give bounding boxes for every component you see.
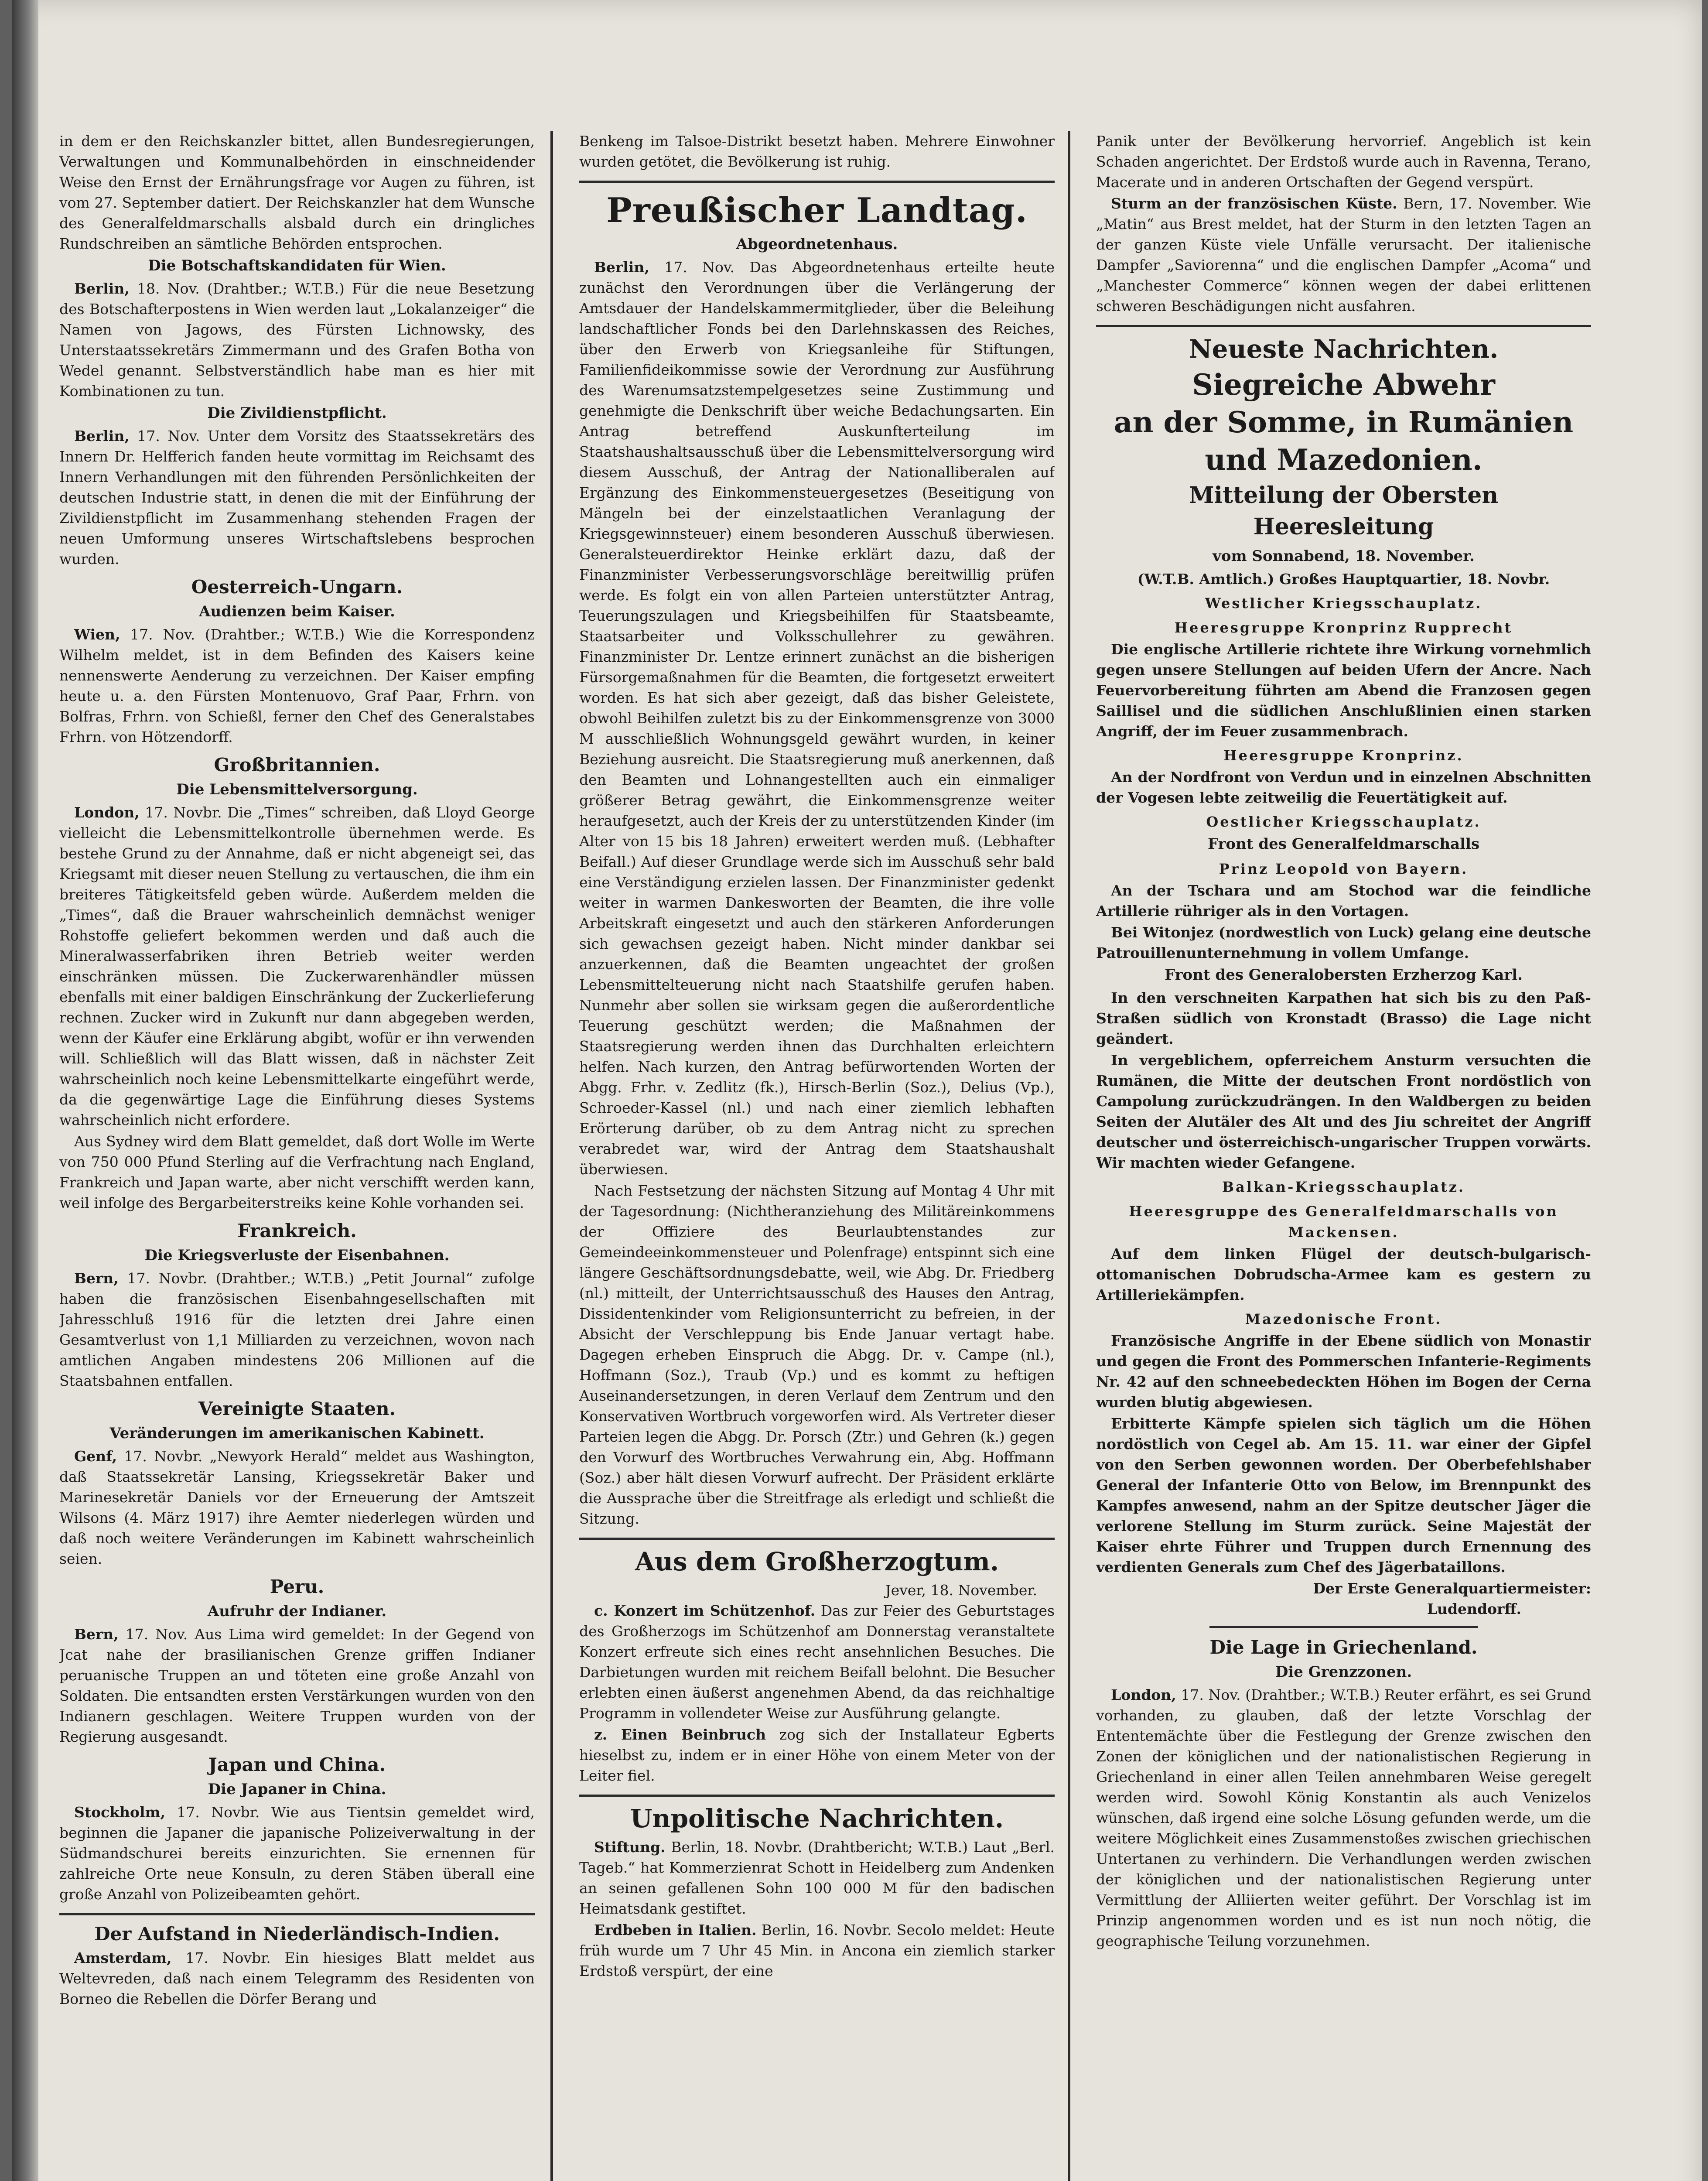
- ind-article: [59, 1948, 535, 2009]
- gh-item-1: [579, 1600, 1055, 1723]
- landtag-lead: Berlin,: [594, 259, 649, 276]
- fr-text: 17. Novbr. (Drahtber.; W.T.B.) „Petit Journal“ zufolge haben die französischen Eisenbahngesellschaften mit Jahresschluß 1916 für die letzten drei Jahre einen Gesamtverlust von 1,1 Milliarden zu verzeichnen, wovon nach amtlichen Angaben mindestens 206 Millionen auf die Staatsbahnen entfallen.: [59, 1270, 535, 1389]
- japan-text: 17. Novbr. Wie aus Tientsin gemeldet wird, beginnen die Japaner die japanische Polizeiverwaltung in der Südmandschurei bereits einzurichten. Sie ernennen für zahlreiche Orte neue Konsuln, zu deren Stäben überall eine große Anzahl von Polizeibeamten gehört.: [59, 1804, 535, 1903]
- sieg-line-1: Siegreiche Abwehr: [1192, 368, 1495, 402]
- maz-text-1: Französische Angriffe in der Ebene südlich von Monastir und gegen die Front des Pommerschen Infanterie-Regiments Nr. 42 auf den schneebedeckten Höhen im Bogen der Cerna wurden blutig abgewiesen.: [1096, 1332, 1591, 1411]
- griech-heading: Die Lage in Griechenland.: [1209, 1637, 1478, 1658]
- zivil-heading: Die Zivildienstpflicht.: [207, 404, 387, 422]
- neueste-heading: Neueste Nachrichten.: [1189, 334, 1499, 364]
- balkan-subheading: Heeresgruppe des Generalfeldmarschalls von Mackensen.: [1129, 1203, 1558, 1241]
- gh-item-2-text: zog sich der Installateur Egberts hieselbst zu, indem er in einer Höhe von einem Meter von der Leiter fiel.: [579, 1726, 1055, 1784]
- maz-text-2: Erbitterte Kämpfe spielen sich täglich um die Höhen nordöstlich von Cegel ab. Am 15. 11. war einer der Gipfel von den Serben gewonnen worden. Der Oberbefehlshaber General der Infanterie Otto von Below, im Brennpunkt des Kampfes anwesend, nahm an der Spitze deutscher Jäger die verlorene Stellung im Sturm zurück. Seine Majestät der Kaiser ehrte Führer und Truppen durch Ernennung des verdienten Generals zum Chef des Jägerbataillons.: [1096, 1415, 1591, 1576]
- fr-article: [59, 1268, 535, 1391]
- japan-lead: Stockholm,: [74, 1804, 165, 1821]
- peru-article: [59, 1624, 535, 1747]
- fr-lead: Bern,: [74, 1270, 119, 1287]
- vom-line: vom Sonnabend, 18. November.: [1213, 547, 1475, 565]
- landtag-article: [579, 257, 1055, 1179]
- ind-text: 17. Novbr. Ein hiesiges Blatt meldet aus Weltevreden, daß nach einem Telegramm des Residenten von Borneo die Rebellen die Dörfer Berang und: [59, 1949, 535, 2007]
- column-2: [579, 131, 1055, 2181]
- col2-divider-top: [579, 181, 1055, 183]
- landtag-heading: Preußischer Landtag.: [606, 191, 1028, 230]
- unpol-item-1: [579, 1837, 1055, 1919]
- zivil-text: 17. Nov. Unter dem Vorsitz des Staatssekretärs des Innern Dr. Helfferich fanden heute vormittag im Reichsamt des Innern Verhandlungen mit den führenden Persönlichkeiten der deutschen Industrie statt, in denen die mit der Einführung der Zivildienstpflicht im Zusammenhang stehenden Fragen der neuen Umformung unseres Wirtschaftslebens besprochen wurden.: [59, 427, 535, 567]
- col3-continuation: Panik unter der Bevölkerung hervorrief. Angeblich ist kein Schaden angerichtet. Der Erdstoß wurde auch in Ravenna, Terano, Macerate und in anderen Ortschaften der Gegend verspürt.: [1096, 133, 1591, 191]
- sturm-text: Bern, 17. November. Wie „Matin“ aus Brest meldet, hat der Sturm in den letzten Tagen an der ganzen Küste viele Unfälle verursacht. Der italienische Dampfer „Saviorenna“ und die englischen Dampfer „Acoma“ und „Manchester Commerce“ können wegen der dabei erlittenen schweren Beschädigungen nicht ausfahren.: [1096, 195, 1591, 315]
- oest-heading: Oesterreich-Ungarn.: [191, 576, 403, 598]
- us-text: 17. Novbr. „Newyork Herald“ meldet aus Washington, daß Staatssekretär Lansing, Kriegssekretär Baker und Marinesekretär Daniels vor der Erneuerung der Amtszeit Wilsons (4. März 1917) ihre Aemter niederlegen würden und daß noch weitere Veränderungen im Kabinett wahrscheinlich seien.: [59, 1448, 535, 1567]
- oest-subheading: Audienzen beim Kaiser.: [199, 603, 395, 620]
- japan-heading: Japan und China.: [208, 1754, 386, 1775]
- gb-text: 17. Novbr. Die „Times“ schreiben, daß Lloyd George vielleicht die Lebensmittelkontrolle übernehmen werde. Es bestehe Grund zu der Annahme, daß er nicht abgeneigt sei, das Kriegsamt mit dieser neuen Stellung zu vertauschen, die ihm ein breiteres Tätigkeitsfeld geben würde. Außerdem melden die „Times“, daß die Brauer wahrscheinlich demnächst weniger Rohstoffe geliefert bekommen werden und daß auch die Mineralwasserfabriken ihren Betrieb weiter werden einschränken müssen. Die Zuckerwarenhändler müssen ebenfalls mit einer baldigen Einschränkung der Zuckerlieferung rechnen. Zucker wird in Zukunft nur dann abgegeben werden, wenn der Käufer eine Erklärung abgibt, wofür er ihn verwenden will. Schließlich will das Blatt wissen, daß in nächster Zeit wahrscheinlich noch keine Lebensmittelkarte eingeführt werde, da die gegenwärtige Lage die Einführung dieses Systems wahrscheinlich nicht erfordere.: [59, 804, 535, 1128]
- column-rule-1: [550, 131, 553, 2181]
- unpol-item-2-lead: Erdbeben in Italien.: [594, 1921, 757, 1938]
- maz-heading: Mazedonische Front.: [1245, 1311, 1442, 1327]
- ind-heading: Der Aufstand in Niederländisch-Indien.: [94, 1923, 500, 1945]
- sieg-line-3: und Mazedonien.: [1205, 443, 1483, 477]
- col2-continuation: Benkeng im Talsoe-Distrikt besetzt haben. Mehrere Einwohner wurden getötet, die Bevölkerung ist ruhig.: [579, 133, 1055, 170]
- botschaft-lead: Berlin,: [74, 280, 130, 297]
- griech-lead: London,: [1111, 1686, 1176, 1703]
- gb-article-2: Aus Sydney wird dem Blatt gemeldet, daß dort Wolle im Werte von 750 000 Pfund Sterling auf die Verfrachtung nach England, Frankreich und Japan warte, aber nicht verschifft werden kann, weil infolge des Bergarbeiterstreiks keine Kohle vorhanden sei.: [59, 1133, 535, 1211]
- peru-subheading: Aufruhr der Indianer.: [207, 1603, 387, 1620]
- japan-article: [59, 1802, 535, 1904]
- column-1: [59, 131, 535, 2181]
- gh-item-1-lead: c. Konzert im Schützenhof.: [594, 1602, 816, 1619]
- col3-short-rule: [1209, 1626, 1478, 1628]
- us-lead: Genf,: [74, 1448, 117, 1465]
- gb-lead: London,: [74, 804, 140, 821]
- gh-item-1-text: Das zur Feier des Geburtstages des Großherzogs im Schützenhof am Donnerstag veranstaltete Konzert erfreute sich eines recht ansehnlichen Besuches. Die Darbietungen wurden mit reichem Beifall belohnt. Die Besucher erlebten einen äußerst angenehmen Abend, da das reichhaltige Programm in vollendeter Weise zur Ausführung gelangte.: [579, 1602, 1055, 1722]
- signature-name: Ludendorff.: [1427, 1600, 1521, 1617]
- unpol-item-1-lead: Stiftung.: [594, 1839, 666, 1856]
- unpol-item-2-text: Berlin, 16. Novbr. Secolo meldet: Heute früh wurde um 7 Uhr 45 Min. in Ancona ein ziemlich starker Erdstoß verspürt, der eine: [579, 1921, 1055, 1979]
- oest-article: [59, 624, 535, 747]
- signature-title: Der Erste Generalquartiermeister:: [1313, 1580, 1591, 1597]
- us-subheading: Veränderungen im amerikanischen Kabinett.: [109, 1425, 485, 1442]
- erz-heading: Front des Generalobersten Erzherzog Karl.: [1165, 966, 1523, 984]
- ost-text-1: An der Tschara und am Stochod war die feindliche Artillerie rühriger als in den Vortagen.: [1096, 882, 1591, 920]
- erz-text-1: In den verschneiten Karpathen hat sich bis zu den Paß-Straßen südlich von Kronstadt (Brasso) die Lage nicht geändert.: [1096, 989, 1591, 1047]
- kron-text: An der Nordfront von Verdun und in einzelnen Abschnitten der Vogesen lebte zeitweilig die Feuertätigkeit auf.: [1096, 769, 1591, 806]
- landtag-article-2: Nach Festsetzung der nächsten Sitzung auf Montag 4 Uhr mit der Tagesordnung: (Nichtheranziehung des Militäreinkommens der Offiziere des Beurlaubtenstandes zur Gemeindeeinkommensteuer und Polenfrage) entspinnt sich eine längere Geschäftsordnungsdebatte, weil, wie Abg. Dr. Friedberg (nl.) mitteilt, der Unterrichtsausschuß des Hauses den Antrag, Dissidentenkinder vom Religionsunterricht zu befreien, in der Absicht der Verschleppung bis Ende Januar vertagt habe. Dagegen erheben Einspruch die Abgg. Dr. v. Campe (nl.), Hoffmann (Soz.), Traub (Vp.) und es kommt zu heftigen Auseinandersetzungen, in deren Verlauf dem Zentrum und den Konservativen Wortbruch vorgeworfen wird. Als Vertreter dieser Parteien legen die Abgg. Dr. Porsch (Ztr.) und Gehren (k.) gegen den Vorwurf des Wortbruches Verwahrung ein, Abg. Hoffmann (Soz.) aber hält diesen Vorwurf aufrecht. Der Präsident erklärte die Aussprache über die Streitfrage als erledigt und schließt die Sitzung.: [579, 1182, 1055, 1527]
- page-binding-edge: [12, 0, 38, 2181]
- us-heading: Vereinigte Staaten.: [198, 1398, 396, 1419]
- column-rule-2: [1068, 131, 1070, 2181]
- gb-heading: Großbritannien.: [214, 754, 380, 776]
- fr-heading: Frankreich.: [237, 1220, 357, 1241]
- griech-article: [1096, 1685, 1591, 1951]
- col2-divider-mid: [579, 1538, 1055, 1540]
- landtag-subheading: Abgeordnetenhaus.: [736, 236, 898, 253]
- botschaft-heading: Die Botschaftskandidaten für Wien.: [148, 257, 446, 274]
- col2-divider-low: [579, 1795, 1055, 1797]
- japan-subheading: Die Japaner in China.: [208, 1781, 386, 1798]
- col3-divider-top: [1096, 325, 1591, 327]
- zivil-article: [59, 426, 535, 569]
- mitteilung-heading: Mitteilung der Obersten Heeresleitung: [1189, 482, 1499, 540]
- gb-article: [59, 802, 535, 1130]
- gh-item-2: [579, 1724, 1055, 1786]
- gh-heading: Aus dem Großherzogtum.: [635, 1547, 999, 1576]
- peru-text: 17. Nov. Aus Lima wird gemeldet: In der Gegend von Jcat nahe der brasilianischen Grenze griffen Indianer peruanische Truppen an und töteten eine große Anzahl von Soldaten. Die entsandten ersten Verstärkungen wurden von den Indianern geschlagen. Weitere Truppen wurden von der Regierung ausgesandt.: [59, 1626, 535, 1745]
- sieg-line-2: an der Somme, in Rumänien: [1114, 405, 1574, 439]
- unpol-heading: Unpolitische Nachrichten.: [630, 1804, 1004, 1833]
- unpol-item-2: [579, 1920, 1055, 1981]
- gh-item-2-lead: z. Einen Beinbruch: [594, 1726, 766, 1743]
- us-article: [59, 1446, 535, 1569]
- landtag-text: 17. Nov. Das Abgeordnetenhaus erteilte heute zunächst den Verordnungen über die Verlängerung der Amtsdauer der Handelskammermitglieder, über die Beleihung landschaftlicher Fonds bei den Darlehnskassen des Reiches, über den Erwerb von Kriegsanleihe für Stiftungen, Familienfideikommisse sowie der Verordnung zur Ausführung des Warenumsatzstempelgesetzes seine Zustimmung und genehmigte die Denkschrift über weiche Bedachungsarten. Ein Antrag betreffend Auskunfterteilung im Staatshaushaltsausschuß über die Lebensmittelversorgung wird diesem Ausschuß, der Antrag der Nationalliberalen auf Ergänzung des Einkommensteuergesetzes (Beseitigung von Mängeln bei der einzelstaatlichen Veranlagung der Kriegsgewinnsteuer) einem besonderen Ausschuß überwiesen. Generalsteuerdirektor Heinke erklärt dazu, daß der Finanzminister Verbesserungsvorschläge bereitwillig prüfen werde. Es folgt ein von allen Parteien unterstützter Antrag, Teuerungszulagen und Kriegsbeihilfen für Staatsbeamte, Staatsarbeiter und Volksschullehrer zu gewähren. Finanzminister Dr. Lentze erinnert zunächst an die bisherigen Fürsorgemaßnahmen für die Beamten, die fortgesetzt erweitert worden. Es hat sich aber gezeigt, daß das bisher Geleistete, obwohl Beihilfen zuletzt bis zu der Einkommensgrenze von 3000 M ausschließlich Wohnungsgeld gewährt wurden, in keiner Beziehung ausreicht. Die Staatsregierung muß anerkennen, daß den Beamten und Lohnangestellten auch ein einmaliger größerer Betrag gewährt, die Einkommensgrenze weiter heraufgesetzt, auch der Kreis der zu unterstützenden Kinder (im Alter von 15 bis 18 Jahren) erweitert werden muß. (Lebhafter Beifall.) Auf dieser Grundlage werde sich im Ausschuß sehr bald eine Verständigung erzielen lassen. Der Finanzminister gedenkt weiter in warmen Dankesworten der Beamten, die ihre volle Arbeitskraft eingesetzt und auch den stärkeren Anforderungen sich gewachsen gezeigt haben. Nicht minder dankbar sei anzuerkennen, daß die Beamten ungeachtet der großen Lebensmittelteuerung nicht nach Staatshilfe gerufen haben. Nunmehr aber sollen sie wirksam gegen die außerordentliche Teuerung geschützt werden; die Maßnahmen der Staatsregierung werden ihnen das Durchhalten erleichtern helfen. Nach kurzen, den Antrag befürwortenden Worten der Abgg. Frhr. v. Zedlitz (fk.), Hirsch-Berlin (Soz.), Delius (Vp.), Schroeder-Kassel (nl.) und nach einer ziemlich lebhaften Erörterung darüber, ob zu dem Antrag nicht zu sprechen verabredet war, wird der Antrag dem Staatshaushalt überwiesen.: [579, 259, 1055, 1178]
- griech-text: 17. Nov. (Drahtber.; W.T.B.) Reuter erfährt, es sei Grund vorhanden, zu glauben, daß der letzte Vorschlag der Ententemächte über die Festlegung der Grenze zwischen den Zonen der königlichen und der nationalistischen Regierung in Griechenland in einer allen Teilen annehmbaren Weise geregelt werden wird. Sowohl König Konstantin als auch Venizelos wünschen, daß irgend eine solche Lösung gefunden werde, um die weitere Möglichkeit eines Zusammenstoßes zwischen griechischen Untertanen zu verhindern. Die Verhandlungen werden zwischen der königlichen und der nationalistischen Regierung unter Vermittlung der Alliierten weiter geführt. Der Vorschlag ist im Prinzip angenommen worden und es ist nun noch nötig, die geographische Teilung vorzunehmen.: [1096, 1686, 1591, 1949]
- sturm-article: [1096, 193, 1591, 316]
- col1-divider: [59, 1913, 535, 1915]
- newspaper-page: [12, 0, 1702, 2181]
- oest-lead: Wien,: [74, 626, 120, 643]
- west-subheading: Heeresgruppe Kronprinz Rupprecht: [1174, 619, 1513, 636]
- zivil-lead: Berlin,: [74, 427, 130, 444]
- unpol-item-1-text: Berlin, 18. Novbr. (Drahtbericht; W.T.B.) Laut „Berl. Tageb.“ hat Kommerzienrat Schott in Heidelberg zum Andenken an seinen gefallenen Sohn 100 000 M für den badischen Heimatsdank gestiftet.: [579, 1839, 1055, 1917]
- peru-lead: Bern,: [74, 1626, 119, 1643]
- sturm-lead: Sturm an der französischen Küste.: [1111, 195, 1397, 212]
- west-heading: Westlicher Kriegsschauplatz.: [1205, 595, 1483, 612]
- column-3: [1096, 131, 1591, 2181]
- erz-text-2: In vergeblichem, opferreichem Ansturm versuchten die Rumänen, die Mitte der deutschen Front nordöstlich von Campolung zurückzudrängen. In den Waldbergen zu beiden Seiten der Alutäler des Alt und des Jiu schreitet der Angriff deutscher und österreichisch-ungarischer Truppen vorwärts. Wir machten wieder Gefangene.: [1096, 1052, 1591, 1171]
- oest-text: 17. Nov. (Drahtber.; W.T.B.) Wie die Korrespondenz Wilhelm meldet, ist in dem Befinden des Kaisers keine nennenswerte Aenderung zu verzeichnen. Der Kaiser empfing heute u. a. den Fürsten Montenuovo, Graf Paar, Frhrn. von Bolfras, Frhrn. von Schießl, ferner den Chef des Generalstabes Frhrn. von Hötzendorff.: [59, 626, 535, 745]
- west-text: Die englische Artillerie richtete ihre Wirkung vornehmlich gegen unsere Stellungen auf beiden Ufern der Ancre. Nach Feuervorbereitung führten am Abend die Franzosen gegen Saillisel und die südlichen Anschlußlinien einen starken Angriff, der im Feuer zusammenbrach.: [1096, 641, 1591, 740]
- fr-subheading: Die Kriegsverluste der Eisenbahnen.: [144, 1247, 450, 1264]
- kron-heading: Heeresgruppe Kronprinz.: [1223, 747, 1464, 764]
- balkan-heading: Balkan-Kriegsschauplatz.: [1222, 1179, 1465, 1195]
- ost-heading: Oestlicher Kriegsschauplatz.: [1206, 814, 1481, 830]
- col1-intro: in dem er den Reichskanzler bittet, allen Bundesregierungen, Verwaltungen und Kommunalbehörden in einschneidender Weise den Ernst der Ernährungsfrage vor Augen zu führen, ist vom 27. September datiert. Der Reichskanzler hat dem Wunsche des Generalfeldmarschalls alsbald durch ein dringliches Rundschreiben an sämtliche Behörden entsprochen.: [59, 133, 535, 252]
- ost-text-2: Bei Witonjez (nordwestlich von Luck) gelang eine deutsche Patrouillenunternehmung in vollem Umfange.: [1096, 924, 1591, 961]
- balkan-text: Auf dem linken Flügel der deutsch-bulgarisch-ottomanischen Dobrudscha-Armee kam es gestern zu Artilleriekämpfen.: [1096, 1245, 1591, 1303]
- botschaft-text: 18. Nov. (Drahtber.; W.T.B.) Für die neue Besetzung des Botschafterpostens in Wien werden laut „Lokalanzeiger“ die Namen von Jagows, des Fürsten Lichnowsky, des Unterstaatssekretärs Zimmermann und des Grafen Botha von Wedel genannt. Selbstverständlich habe man es hier mit Kombinationen zu tun.: [59, 280, 535, 400]
- gb-subheading: Die Lebensmittelversorgung.: [176, 781, 418, 798]
- ost-subheading-1: Front des Generalfeldmarschalls: [1207, 835, 1480, 853]
- peru-heading: Peru.: [270, 1576, 325, 1597]
- botschaft-article: [59, 278, 535, 401]
- griech-subheading: Die Grenzzonen.: [1275, 1663, 1412, 1681]
- ind-lead: Amsterdam,: [74, 1949, 172, 1966]
- gh-dateline: Jever, 18. November.: [885, 1582, 1037, 1599]
- wtb-line: (W.T.B. Amtlich.) Großes Hauptquartier, 18. Novbr.: [1137, 571, 1550, 588]
- ost-subheading-2: Prinz Leopold von Bayern.: [1219, 861, 1469, 877]
